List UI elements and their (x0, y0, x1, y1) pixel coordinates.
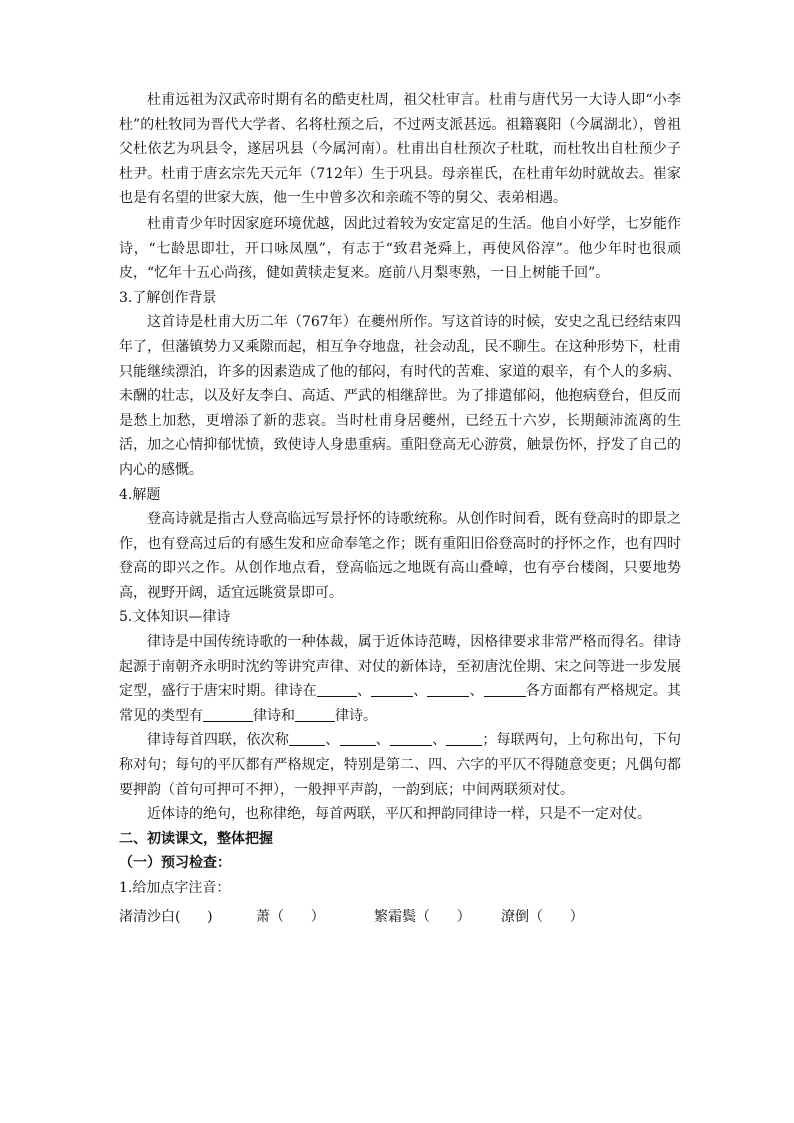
question-1: 1.给加点字注音： (119, 880, 231, 896)
section-5-paragraph-3: 近体诗的绝句，也称律绝，每首两联，平仄和押韵同律诗一样，只是不一定对仗。 (147, 806, 651, 823)
pinyin-item[interactable]: 繁霜鬓（ ） (374, 908, 471, 925)
separator: 、 (431, 732, 447, 749)
fill-blank[interactable] (317, 682, 357, 697)
fill-blank[interactable] (340, 731, 376, 746)
text-run: 律诗是中国传统诗歌的一种体裁，属于近体诗范畴，因格律要求非常严格而得名。律诗起源于南朝齐永明时沈约等讲究声律、对仗的新体诗，至初唐沈佺期、宋之问等进一步发展定型，盛行于唐宋时期。律诗在 (119, 634, 681, 700)
fill-blank[interactable] (484, 682, 526, 697)
pinyin-item[interactable]: 萧（ ） (256, 908, 325, 925)
pinyin-question-row (119, 905, 681, 930)
intro-paragraph-1: 杜甫远祖为汉武帝时期有名的酷吏杜周，祖父杜审言。杜甫与唐代另一大诗人即“小李杜”的杜牧同为晋代大学者、名将杜预之后，不过两支派甚远。祖籍襄阳（今属湖北），曾祖父杜依艺为巩县令，遂居巩县（今属河南）。杜甫出自杜预次子杜耽，而杜牧出自杜预少子杜尹。杜甫于唐玄宗先天元年（712年）生于巩县。母亲崔氏，在杜甫年幼时就故去。崔家也是有名望的世家大族，他一生中曾多次和亲疏不等的舅父、表弟相遇。 (119, 92, 681, 207)
separator: 、 (469, 683, 484, 700)
fill-blank[interactable] (203, 707, 253, 722)
text-run: 律诗和 (253, 707, 295, 724)
separator: 、 (356, 683, 372, 700)
section-5-paragraph-2 (119, 728, 681, 802)
pinyin-item[interactable]: 渚清沙白( ) (119, 908, 213, 925)
intro-paragraph-2: 杜甫青少年时因家庭环境优越，因此过着较为安定富足的生活。他自小好学，七岁能作诗，“七龄思即壮，开口咏凤凰”，有志于“致君尧舜上，再使风俗淳”。他少年时也很顽皮，“忆年十五心尚孩，健如黄犊走复来。庭前八月梨枣熟，一日上树能千回”。 (119, 215, 681, 282)
section-3-paragraph: 这首诗是杜甫大历二年（767年）在夔州所作。写这首诗的时候，安史之乱已经结束四年了，但藩镇势力又乘隙而起，相互争夺地盘，社会动乱，民不聊生。在这种形势下，杜甫只能继续漂泊，许多的因素造成了他的郁闷，有时代的苦难、家道的艰辛，有个人的多病、未酬的壮志，以及好友李白、高适、严武的相继辞世。为了排遣郁闷，他抱病登台，但反而是愁上加愁，更增添了新的悲哀。当时杜甫身居夔州，已经五十六岁，长期颠沛流离的生活，加之心情抑郁忧愤，致使诗人身患重病。重阳登高无心游赏，触景伤怀，抒发了自己的内心的感慨。 (119, 314, 681, 478)
fill-blank[interactable] (371, 682, 413, 697)
fill-blank[interactable] (427, 682, 469, 697)
separator: 、 (375, 732, 390, 749)
section-3-heading: 3.了解创作背景 (119, 289, 217, 306)
fill-blank[interactable] (390, 731, 432, 746)
section-5-heading: 5.文体知识—律诗 (119, 609, 231, 626)
text-run: 律诗每首四联，依次称 (147, 732, 290, 749)
fill-blank[interactable] (446, 731, 482, 746)
pinyin-item[interactable]: 潦倒（ ） (501, 908, 584, 925)
part-2-subheading: （一）预习检查： (119, 855, 231, 872)
fill-blank[interactable] (295, 707, 335, 722)
separator: 、 (325, 732, 340, 749)
separator: 、 (413, 683, 428, 700)
text-run: 各方面都有严格规定。其常见的类型有 (119, 683, 682, 724)
section-4-heading: 4.解题 (119, 486, 161, 503)
section-4-paragraph: 登高诗就是指古人登高临远写景抒怀的诗歌统称。从创作时间看，既有登高时的即景之作，也有登高过后的有感生发和应命奉笔之作；既有重阳旧俗登高时的抒怀之作，也有四时登高的即兴之作。从创作地点看，登高临远之地既有高山叠嶂，也有亭台楼阁，只要地势高，视野开阔，适宜远眺赏景即可。 (119, 511, 681, 601)
part-2-heading: 二、初读课文，整体把握 (119, 830, 273, 847)
document-body (119, 88, 681, 929)
text-run: 律诗。 (335, 707, 377, 724)
section-5-paragraph-1 (119, 630, 681, 728)
fill-blank[interactable] (289, 731, 325, 746)
text-run: ；每联两句，上句称出句，下句称对句；每句的平仄都有严格规定，特别是第二、四、六字的平仄不得随意变更；凡偶句都要押韵（首句可押可不押），一般押平声韵，一韵到底；中间两联须对仗。 (119, 732, 682, 798)
